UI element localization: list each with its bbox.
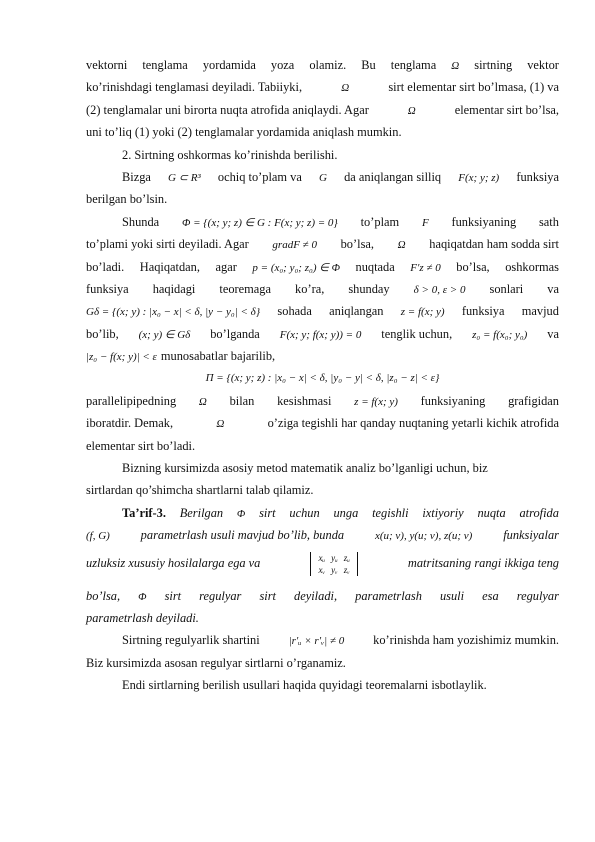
text-line-20 <box>86 479 559 501</box>
display-formula <box>86 367 559 389</box>
text-segment: (2) tenglamalar uni birorta nuqta atrofida aniqlaydi. Agar <box>86 102 369 117</box>
text-segment: va <box>547 326 559 341</box>
matrix-cell: zᵤ <box>343 552 350 563</box>
word: nuqta <box>477 505 506 520</box>
formula: |r′ᵤ × r′ᵥ| ≠ 0 <box>288 635 345 648</box>
formula: F <box>421 216 429 229</box>
text-line-3 <box>86 99 559 121</box>
word: ixtiyoriy <box>422 505 464 520</box>
text-line-11 <box>86 278 559 300</box>
text-segment: uni to’liq (1) yoki (2) tenglamalar yordamida aniqlash mumkin. <box>86 125 402 140</box>
formula: z = f(x; y) <box>354 395 398 408</box>
word: tegishli <box>372 505 409 520</box>
text-segment: bo’lib, <box>86 326 119 341</box>
text-segment: uzluksiz xususiy hosilalarga ega va <box>86 556 261 571</box>
text-segment: iboratdir. Demak, <box>86 416 174 431</box>
word: sirt <box>259 505 276 520</box>
definition-label: Ta’rif-3. <box>122 505 166 520</box>
text-segment: sath <box>538 214 559 229</box>
word: vektor <box>527 58 559 72</box>
text-line-19 <box>86 457 559 479</box>
text-segment: mavjud <box>521 304 559 319</box>
text-line-13 <box>86 323 559 345</box>
section-heading <box>86 144 559 166</box>
text-line-9 <box>86 233 559 255</box>
text-segment: sohada <box>277 304 312 319</box>
text-segment: Sirtning regulyarlik shartini <box>122 633 260 648</box>
text-segment: ochiq to’plam va <box>217 169 302 184</box>
formula: Φ = {(x; y; z) ∈ G : F(x; y; z) = 0} <box>181 216 338 229</box>
text-segment: parametrlash usuli mavjud bo’lib, bunda <box>140 528 345 543</box>
word: regulyar <box>516 588 559 603</box>
text-segment: da aniqlangan silliq <box>344 169 442 184</box>
text-segment: sirtlardan qo’shimcha shartlarni talab qilamiz. <box>86 483 314 498</box>
definition-line-21 <box>86 502 559 524</box>
word: haqidagi <box>152 281 196 296</box>
word: tenglama <box>142 58 188 72</box>
text-segment: oshkormas <box>505 259 559 274</box>
formula: z₀ = f(x₀; y₀) <box>472 328 528 341</box>
formula: F′z ≠ 0 <box>410 261 441 274</box>
text-segment: o’ziga tegishli har qanday nuqtaning yetarli kichik atrofida <box>267 416 559 431</box>
text-segment: sirt elementar sirt bo’lmasa, (1) va <box>388 80 559 95</box>
text-segment: funksiyalar <box>503 528 559 543</box>
formula: F(x; y; z) <box>458 171 500 184</box>
formula: z = f(x; y) <box>400 306 445 319</box>
word: deyiladi, <box>294 588 338 603</box>
word: bilan <box>229 393 255 408</box>
text-segment: Haqiqatdan, <box>139 259 200 274</box>
word: sonlari <box>489 281 524 296</box>
formula: x(u; v), y(u; v), z(u; v) <box>374 530 473 543</box>
text-line-2 <box>86 76 559 98</box>
formula: gradF ≠ 0 <box>272 239 317 252</box>
formula: F(x; y; f(x; y)) = 0 <box>279 328 362 341</box>
text-line-7 <box>86 188 559 210</box>
word: Bu <box>361 58 376 72</box>
text-segment: funksiya <box>516 169 559 184</box>
word: usuli <box>439 588 465 603</box>
text-segment: aniqlangan <box>329 304 384 319</box>
matrix-cell: yᵤ <box>331 552 338 563</box>
text-line-1 <box>86 54 559 76</box>
word: bo’lsa, <box>86 588 121 603</box>
word: atrofida <box>519 505 559 520</box>
text-segment: 2. Sirtning oshkormas ko’rinishda berilishi. <box>122 147 338 162</box>
text-segment: Bizga <box>122 169 151 184</box>
formula: |z₀ − f(x; y)| < ε <box>86 351 157 364</box>
text-segment: elementar sirt bo’ladi. <box>86 438 196 453</box>
text-segment: bo’lsa, <box>340 237 374 252</box>
text-segment: to’plami yoki sirti deyiladi. Agar <box>86 237 249 252</box>
text-line-28 <box>86 674 559 696</box>
word: sirt <box>259 588 276 603</box>
definition-line-23 <box>86 547 559 581</box>
formula: p = (x₀; y₀; z₀) ∈ Φ <box>252 261 340 274</box>
text-segment: ko’rinishda ham yozishimiz mumkin. <box>373 633 559 648</box>
word: vektorni <box>86 58 128 72</box>
formula: G <box>318 171 327 184</box>
document-page <box>86 54 559 697</box>
word: parametrlash <box>355 588 422 603</box>
text-segment: to’plam <box>360 214 400 229</box>
text-segment: haqiqatdan ham sodda sirt <box>429 237 559 252</box>
word: uchun <box>289 505 320 520</box>
text-line-17 <box>86 412 559 434</box>
phi-symbol: Φ <box>138 590 147 603</box>
word: ko’ra, <box>295 281 325 296</box>
text-segment: ko’rinishdagi tenglamasi deyiladi. Tabiiyki, <box>86 80 303 95</box>
word: sirtning <box>474 58 513 72</box>
text-line-10 <box>86 256 559 278</box>
word: sirt <box>164 588 182 603</box>
word: funksiyaning <box>420 393 486 408</box>
formula: Gδ = {(x; y) : |x₀ − x| < δ, |y − y₀| < δ} <box>86 306 261 319</box>
text-line-4 <box>86 121 559 143</box>
text-line-14 <box>86 345 559 367</box>
text-segment: agar <box>215 259 237 274</box>
word: teoremaga <box>219 281 272 296</box>
text-segment: matritsaning rangi ikkiga teng <box>407 556 559 571</box>
matrix-cell: xᵥ <box>318 564 326 575</box>
phi-symbol: Φ <box>236 507 246 520</box>
word: kesishmasi <box>277 393 332 408</box>
text-segment: Biz kursimizda asosan regulyar sirtlarni o’rganamiz. <box>86 655 346 670</box>
text-line-26 <box>86 629 559 651</box>
text-segment: munosabatlar bajarilib, <box>160 349 276 364</box>
text-segment: bo’lganda <box>210 326 260 341</box>
text-line-8 <box>86 211 559 233</box>
omega-symbol: Ω <box>198 395 207 408</box>
matrix-cell: yᵥ <box>331 564 338 575</box>
word: olamiz. <box>309 58 347 72</box>
word: va <box>547 281 559 296</box>
matrix-cell: zᵥ <box>343 564 350 575</box>
text-segment: Bizning kursimizda asosiy metod matematik analiz bo’lganligi uchun, biz <box>122 461 488 476</box>
text-line-12 <box>86 300 559 322</box>
definition-line-25 <box>86 607 559 629</box>
formula: δ > 0, ε > 0 <box>413 283 466 296</box>
omega-symbol: Ω <box>397 239 406 252</box>
word: tenglama <box>390 58 437 72</box>
omega-symbol: Ω <box>451 60 460 72</box>
text-segment: funksiya <box>461 304 505 319</box>
text-segment: tenglik uchun, <box>381 326 453 341</box>
definition-line-24 <box>86 585 559 607</box>
formula: Π = {(x; y; z) : |x₀ − x| < δ, |y₀ − y| < δ, |z₀ − z| < ε} <box>205 372 440 385</box>
word: grafigidan <box>508 393 559 408</box>
text-segment: nuqtada <box>355 259 395 274</box>
text-line-18 <box>86 435 559 457</box>
jacobian-matrix <box>310 552 357 576</box>
omega-symbol: Ω <box>216 418 225 431</box>
word: yordamida <box>202 58 256 72</box>
formula: (x; y) ∈ Gδ <box>138 328 191 341</box>
word: Berilgan <box>179 505 224 520</box>
definition-line-22 <box>86 524 559 546</box>
text-line-16 <box>86 390 559 412</box>
text-segment: funksiyaning <box>451 214 517 229</box>
text-line-27 <box>86 652 559 674</box>
word: funksiya <box>86 281 129 296</box>
omega-symbol: Ω <box>407 104 416 117</box>
text-segment: parametrlash deyiladi. <box>86 610 199 625</box>
text-segment: berilgan bo’lsin. <box>86 192 168 207</box>
omega-symbol: Ω <box>341 82 350 95</box>
formula: G ⊂ R³ <box>168 171 201 184</box>
word: shunday <box>348 281 390 296</box>
word: unga <box>333 505 359 520</box>
matrix-cell: xᵤ <box>318 552 326 563</box>
text-segment: elementar sirt bo’lsa, <box>454 102 559 117</box>
word: yoza <box>270 58 295 72</box>
text-segment: bo’lsa, <box>456 259 490 274</box>
text-segment: bo’ladi. <box>86 259 125 274</box>
text-line-6 <box>86 166 559 188</box>
word: parallelipipedning <box>86 393 177 408</box>
word: esa <box>482 588 499 603</box>
text-segment: Endi sirtlarning berilish usullari haqida quyidagi teoremalarni isbotlaylik. <box>122 678 487 693</box>
text-segment: Shunda <box>122 214 160 229</box>
word: regulyar <box>199 588 242 603</box>
formula: (f, G) <box>86 530 110 543</box>
